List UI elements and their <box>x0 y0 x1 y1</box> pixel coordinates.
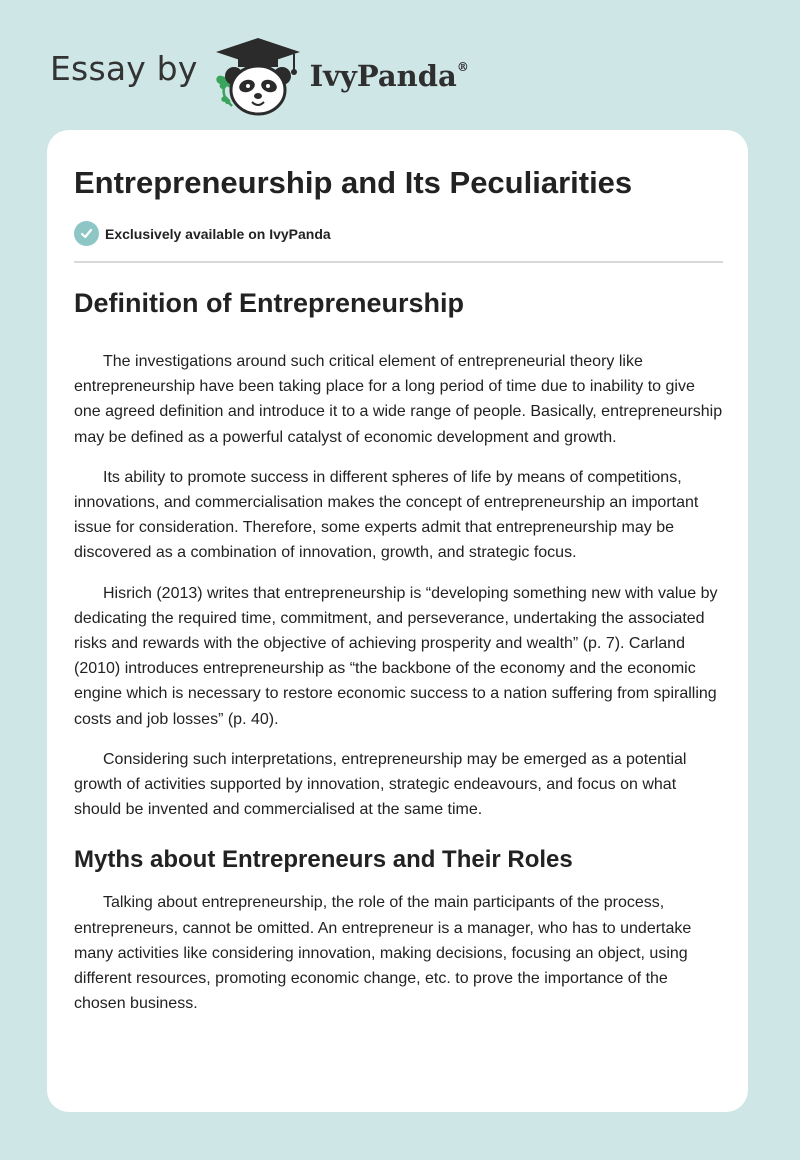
essay-card <box>47 130 748 1112</box>
page-title: Entrepreneurship and Its Peculiarities <box>74 165 633 200</box>
section-heading: Myths about Entrepreneurs and Their Roles <box>74 846 573 874</box>
article-body <box>74 285 723 1031</box>
check-icon <box>74 221 99 246</box>
panda-graduate-logo-icon <box>212 36 304 116</box>
divider <box>74 261 723 263</box>
section-heading: Definition of Entrepreneurship <box>74 288 465 318</box>
paragraph: Its ability to promote success in different spheres of life by means of competitions, innovations, and commercialisation makes the concept of entrepreneurship an important issue for consideration. Therefore, some experts admit that entrepreneurship may be discovered as a combination of innovation, growth, and strategic focus. <box>74 468 699 562</box>
brand-name: IvyPanda® <box>309 59 469 93</box>
exclusive-badge <box>74 221 331 246</box>
site-header-logo[interactable] <box>50 36 469 116</box>
paragraph: Hisrich (2013) writes that entrepreneurship is “developing something new with value by dedicating the required time, commitment, and perseverance, undertaking the associated risks and rewards with the objective of achieving prosperity and wealth” (p. 7). Carland (2010) introduces entrepreneurship as “the backbone of the economy and the economic engine which is necessary to restore economic success to a nation suffering from spiralling costs and job losses” (p. 40). <box>74 584 718 728</box>
paragraph: The investigations around such critical element of entrepreneurial theory like entrepreneurship have been taking place for a long period of time due to inability to give one agreed definition and introduce it to a wide range of people. Basically, entrepreneurship may be defined as a powerful catalyst of economic development and growth. <box>74 353 723 446</box>
paragraph: Considering such interpretations, entrepreneurship may be emerged as a potential growth of activities supported by innovation, strategic endeavours, and focus on what should be invented and commercialised at the same time. <box>74 750 687 819</box>
paragraph: Talking about entrepreneurship, the role of the main participants of the process, entrepreneurs, cannot be omitted. An entrepreneur is a manager, who has to undertake many activities like considering innovation, making decisions, focusing an object, using different resources, promoting economic change, etc. to prove the importance of the chosen business. <box>74 894 692 1013</box>
brand-prefix: Essay by <box>50 48 198 88</box>
exclusive-badge-label: Exclusively available on IvyPanda <box>105 225 331 242</box>
